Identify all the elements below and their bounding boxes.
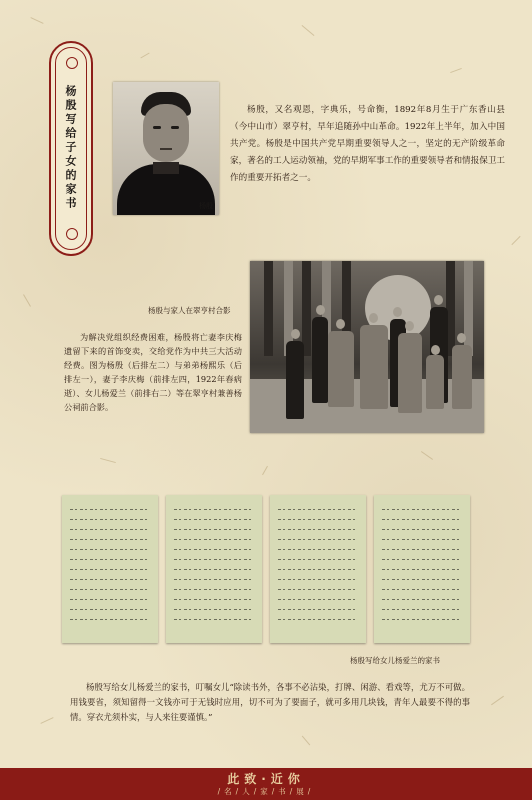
footer-subtitle: /名/人/家/书/展/ bbox=[217, 787, 315, 796]
family-photo-caption: 杨殷与家人在翠亨村合影 bbox=[148, 306, 231, 315]
intro-paragraph: 杨殷，又名观恩，字典乐，号命衡，1892年8月生于广东香山县（今中山市）翠亨村，早年追随孙中山革命。1922年上半年，加入中国共产党。杨殷是中国共产党早期重要领导人之一，坚定的无产阶级革命家，著名的工人运动领袖，党的早期军事工作的重要领导者和情报保卫工作的重要开拓者之一。 bbox=[230, 105, 506, 183]
letters-gallery bbox=[62, 495, 472, 645]
title-capsule bbox=[49, 41, 93, 256]
footer-banner bbox=[0, 768, 532, 800]
family-photo bbox=[250, 261, 484, 433]
letters-paragraph: 杨殷写给女儿杨爱兰的家书，叮嘱女儿“除读书外，各事不必沾染，打牌、闲游、看戏等，尤万不可做。用钱要省，须知留得一文钱亦可于无钱时应用，切不可为了要面子，就可多用几块钱，青年人最要不得的事情。穿衣尤须朴实，与人来往要谨慎。” bbox=[70, 682, 470, 722]
letters-caption: 杨殷写给女儿杨爱兰的家书 bbox=[350, 656, 440, 665]
family-paragraph: 为解决党组织经费困难，杨殷将亡妻李庆梅遗留下来的首饰变卖，交给党作为中共三大活动经费。图为杨殷（后排左二）与弟弟杨熙乐（后排左一），妻子李庆梅（前排左四，1922年春病逝）、女儿杨爱兰（前排右二）等在翠亨村兼善杨公祠前合影。 bbox=[64, 332, 242, 412]
portrait-photo bbox=[113, 82, 219, 215]
letter-page bbox=[62, 495, 158, 643]
ornament-icon bbox=[66, 228, 78, 240]
ornament-icon bbox=[66, 57, 78, 69]
letter-page bbox=[166, 495, 262, 643]
letter-page bbox=[270, 495, 366, 643]
letter-page bbox=[374, 495, 470, 643]
portrait-signature: 杨殷 bbox=[199, 202, 213, 210]
vertical-title: 杨殷写给子女的家书 bbox=[64, 85, 77, 211]
footer-title: 此致·近你 bbox=[227, 772, 305, 786]
